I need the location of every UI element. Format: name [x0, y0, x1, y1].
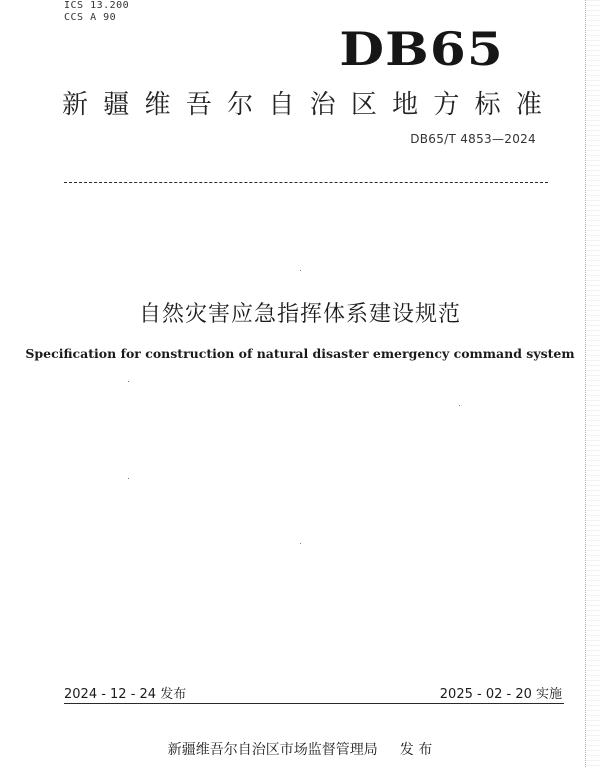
scan-edge: [585, 0, 600, 767]
standard-type-char: 自: [268, 90, 295, 120]
standard-type-char: 维: [144, 90, 171, 120]
document-title-chinese: 自然灾害应急指挥体系建设规范: [138, 302, 461, 327]
publisher-name: 新疆维吾尔自治区市场监督管理局: [167, 742, 378, 758]
classification-codes: [64, 0, 129, 24]
scan-speck: [300, 543, 301, 544]
ccs-code: CCS A 90: [64, 12, 117, 23]
ics-code: ICS 13.200: [64, 0, 130, 11]
scan-speck: [300, 270, 301, 271]
standard-type: [62, 84, 542, 121]
footer-divider: [64, 703, 564, 704]
publisher-line: [0, 739, 600, 759]
db-logo: DB65: [339, 22, 504, 76]
standard-type-char: 疆: [103, 90, 130, 120]
standard-type-char: 标: [474, 90, 501, 120]
publish-label: 发 布: [399, 742, 433, 758]
release-date: 2024 - 12 - 24 发布: [64, 687, 187, 702]
standard-type-char: 尔: [227, 90, 254, 120]
scan-speck: [128, 381, 129, 382]
standard-type-char: 新: [62, 90, 89, 120]
standard-type-char: 方: [433, 90, 460, 120]
header-divider: [64, 182, 548, 183]
scan-speck: [459, 405, 460, 406]
standard-type-char: 准: [515, 90, 542, 120]
standard-type-char: 吾: [185, 90, 212, 120]
implementation-date: 2025 - 02 - 20 实施: [439, 687, 562, 702]
standard-type-char: 区: [350, 90, 377, 120]
standard-type-char: 治: [309, 90, 336, 120]
standard-number: DB65/T 4853—2024: [410, 132, 536, 146]
standard-type-char: 地: [392, 90, 419, 120]
document-title-english: Specification for construction of natural disaster emergency command system: [25, 346, 575, 361]
scan-speck: [128, 478, 129, 479]
